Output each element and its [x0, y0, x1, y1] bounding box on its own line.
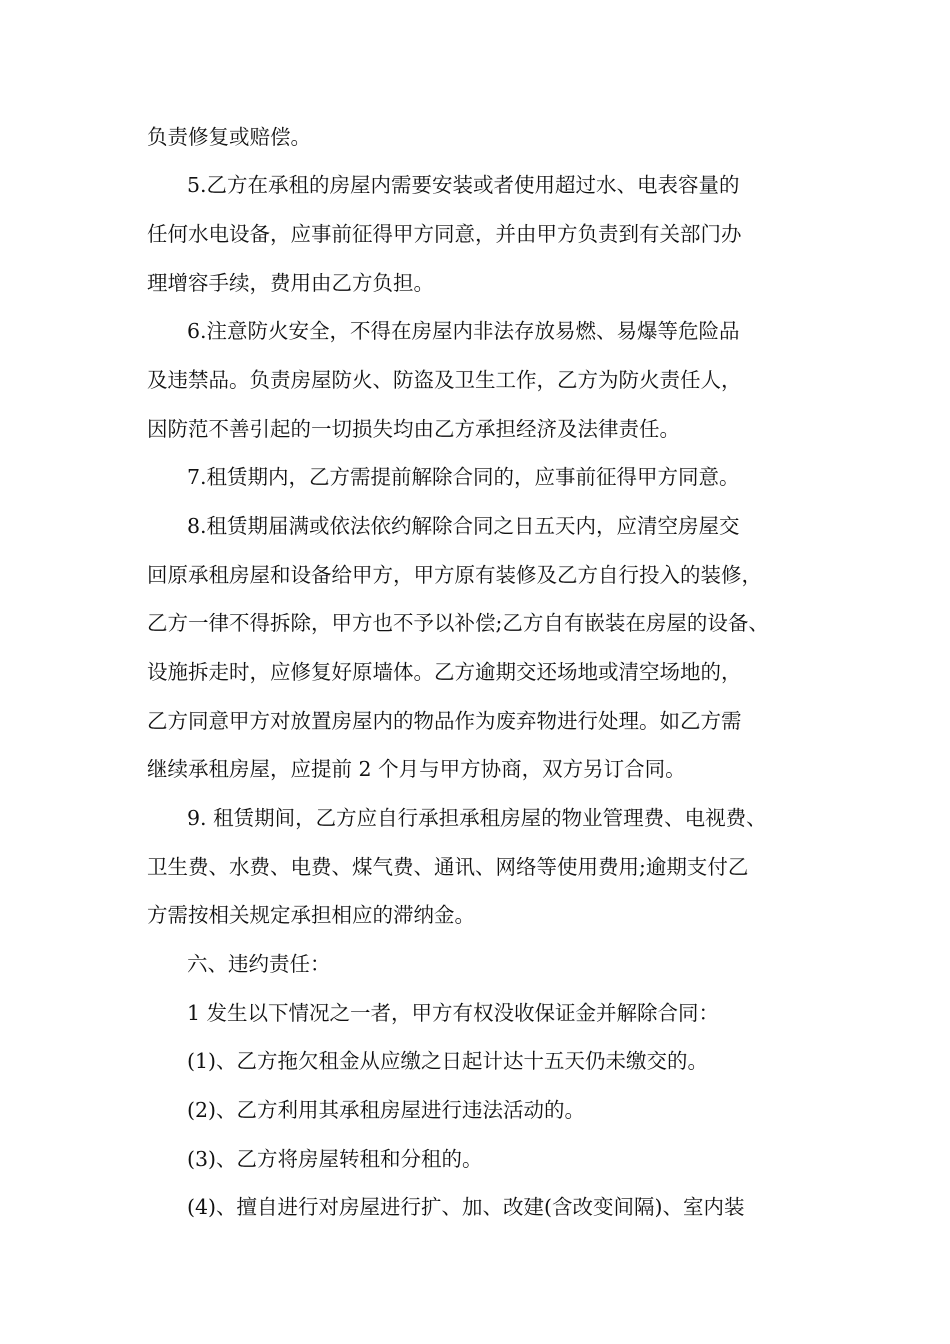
- text-line: 方需按相关规定承担相应的滞纳金。: [147, 903, 475, 927]
- text-line: 负责修复或赔偿。: [147, 125, 311, 149]
- text-line: 8.租赁期届满或依法依约解除合同之日五天内，应清空房屋交: [187, 514, 740, 538]
- text-line: 理增容手续，费用由乙方负担。: [147, 271, 434, 295]
- text-line: (2)、乙方利用其承租房屋进行违法活动的。: [187, 1098, 586, 1122]
- text-line: (4)、擅自进行对房屋进行扩、加、改建(含改变间隔)、室内装: [187, 1195, 745, 1219]
- text-line: 设施拆走时，应修复好原墙体。乙方逾期交还场地或清空场地的，: [147, 660, 742, 684]
- text-line: 卫生费、水费、电费、煤气费、通讯、网络等使用费用;逾期支付乙: [147, 855, 749, 879]
- text-line: 乙方一律不得拆除，甲方也不予以补偿;乙方自有嵌装在房屋的设备、: [147, 611, 769, 635]
- text-line: (1)、乙方拖欠租金从应缴之日起计达十五天仍未缴交的。: [187, 1049, 709, 1073]
- text-line: 继续承租房屋，应提前 2 个月与甲方协商，双方另订合同。: [147, 757, 686, 781]
- text-line: 及违禁品。负责房屋防火、防盗及卫生工作，乙方为防火责任人，: [147, 368, 742, 392]
- text-line: 因防范不善引起的一切损失均由乙方承担经济及法律责任。: [147, 417, 680, 441]
- text-line: 1 发生以下情况之一者，甲方有权没收保证金并解除合同：: [187, 1001, 720, 1025]
- section-heading: 六、违约责任：: [187, 952, 331, 976]
- text-line: 7.租赁期内，乙方需提前解除合同的，应事前征得甲方同意。: [187, 465, 740, 489]
- text-line: 乙方同意甲方对放置房屋内的物品作为废弃物进行处理。如乙方需: [147, 709, 742, 733]
- text-line: (3)、乙方将房屋转租和分租的。: [187, 1147, 483, 1171]
- text-line: 回原承租房屋和设备给甲方，甲方原有装修及乙方自行投入的装修，: [147, 563, 762, 587]
- text-line: 5.乙方在承租的房屋内需要安装或者使用超过水、电表容量的: [187, 173, 740, 197]
- text-line: 任何水电设备，应事前征得甲方同意，并由甲方负责到有关部门办: [147, 222, 742, 246]
- text-line: 9. 租赁期间，乙方应自行承担承租房屋的物业管理费、电视费、: [187, 806, 767, 830]
- text-line: 6.注意防火安全，不得在房屋内非法存放易燃、易爆等危险品: [187, 319, 740, 343]
